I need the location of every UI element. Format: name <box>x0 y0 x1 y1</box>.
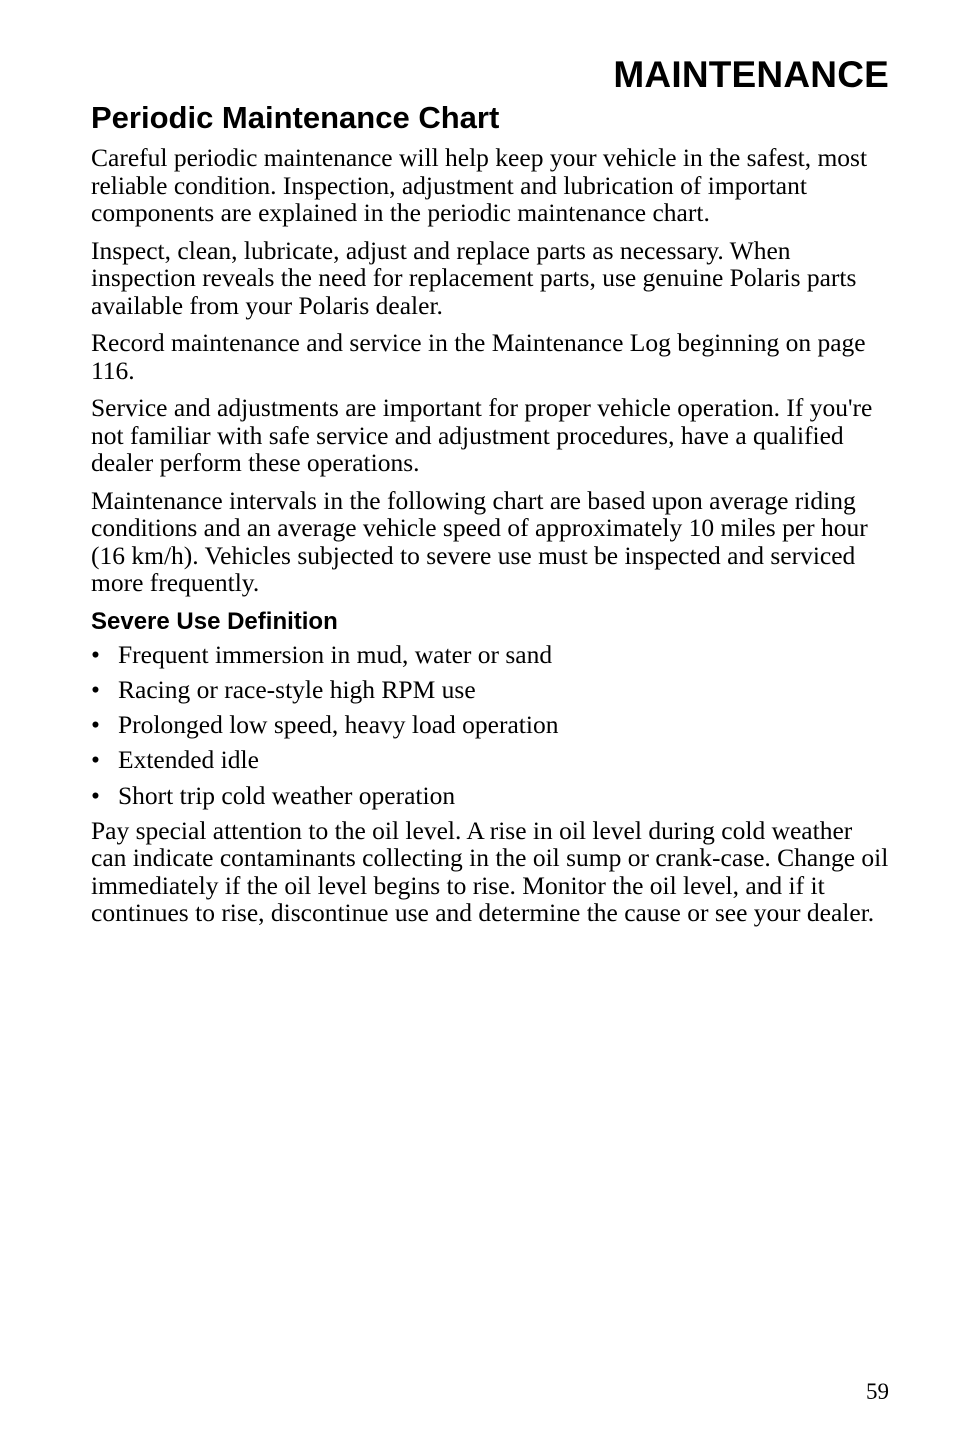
paragraph: Service and adjustments are important for proper vehicle operation. If you're not familiar with safe service and adjustment procedures, have a qualified dealer perform these operations. <box>91 393 873 477</box>
paragraph: Inspect, clean, lubricate, adjust and replace parts as necessary. When inspection reveals the need for replacement parts, use genuine Polaris parts available from your Polaris dealer. <box>91 235 857 320</box>
list-item <box>91 676 891 704</box>
severe-use-list <box>91 641 891 810</box>
bullet-icon: • <box>91 710 100 740</box>
paragraph: Maintenance intervals in the following chart are based upon average riding conditions and an average vehicle speed of approximately 10 miles per hour (16 km/h). Vehicles subjected to severe use must be inspected and serviced more frequently. <box>91 485 868 597</box>
bullet-icon: • <box>91 745 100 775</box>
bullet-icon: • <box>91 639 100 669</box>
page-content <box>91 98 891 937</box>
page-number: 59 <box>866 1379 889 1404</box>
bullet-icon: • <box>91 674 100 704</box>
list-item <box>91 641 891 669</box>
paragraph: Careful periodic maintenance will help keep your vehicle in the safest, most reliable condition. Inspection, adjustment and lubrication of important components are explained in the periodic maintenance chart. <box>91 143 868 227</box>
closing-paragraph: Pay special attention to the oil level. A rise in oil level during cold weather can indicate contaminants collecting in the oil sump or crank-case. Change oil immediately if the oil level begins to rise. Monitor the oil level, and if it continues to rise, discontinue use and determine the cause or see your dealer. <box>91 815 889 928</box>
paragraph: Record maintenance and service in the Maintenance Log beginning on page 116. <box>91 328 866 385</box>
list-item-text: Short trip cold weather operation <box>118 780 456 810</box>
list-item <box>91 782 891 810</box>
list-item-text: Racing or race-style high RPM use <box>118 674 476 704</box>
list-item-text: Frequent immersion in mud, water or sand <box>118 639 553 669</box>
severe-use-heading: Severe Use Definition <box>91 607 338 635</box>
list-item-text: Extended idle <box>118 745 259 775</box>
list-item-text: Prolonged low speed, heavy load operation <box>118 710 559 740</box>
section-title: MAINTENANCE <box>613 54 889 95</box>
bullet-icon: • <box>91 780 100 810</box>
page-title: Periodic Maintenance Chart <box>91 100 500 135</box>
list-item <box>91 746 891 774</box>
list-item <box>91 711 891 739</box>
